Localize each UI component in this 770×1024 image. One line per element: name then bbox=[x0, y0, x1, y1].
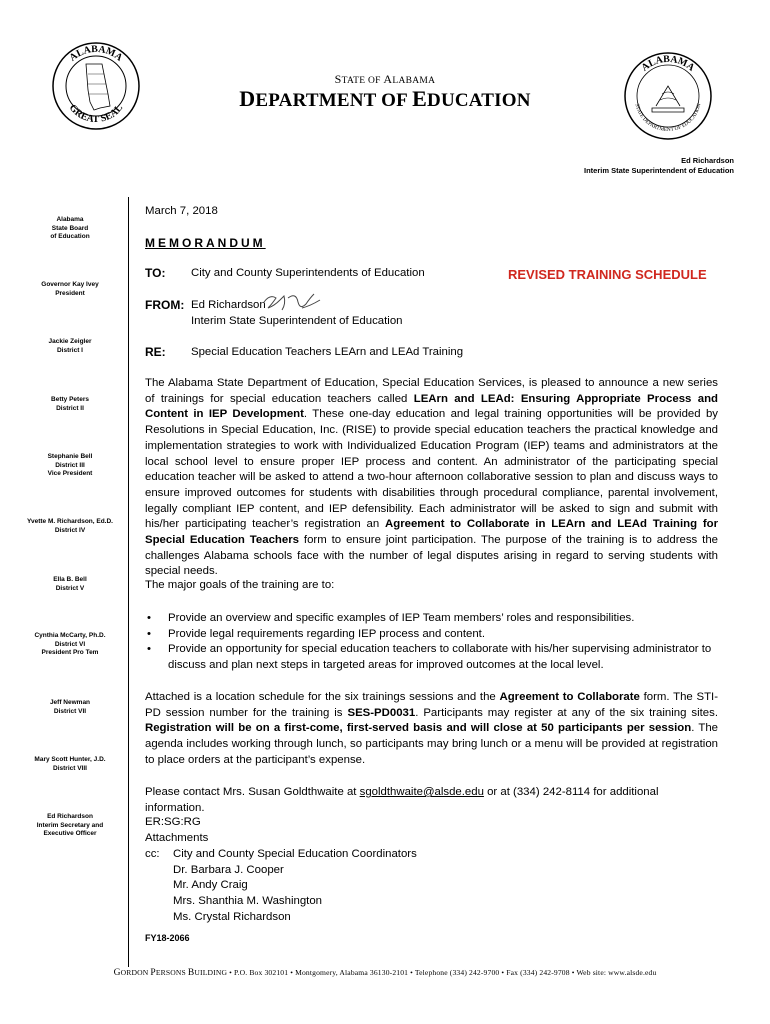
from-line bbox=[145, 298, 718, 315]
re-label: RE: bbox=[145, 345, 166, 359]
list-item: • Provide legal requirements regarding IEP process and content. bbox=[147, 627, 486, 640]
board-entry: Ella B. Bell District V bbox=[53, 576, 87, 592]
memo-date: March 7, 2018 bbox=[145, 205, 218, 217]
re-line bbox=[145, 345, 718, 362]
goals-intro: The major goals of the training are to: bbox=[145, 579, 335, 591]
cc-label: cc: bbox=[145, 848, 160, 860]
seal-right-bottom-text: STATE DEPARTMENT OF EDUCATION bbox=[633, 103, 703, 134]
board-entry: Ed Richardson Interim Secretary and Executive Officer bbox=[36, 813, 104, 837]
from-label: FROM: bbox=[145, 298, 185, 312]
cc-item: Dr. Barbara J. Cooper bbox=[173, 863, 284, 876]
board-entry: Alabama State Board of Education bbox=[50, 216, 90, 240]
superintendent-block bbox=[584, 156, 734, 176]
board-entry: Jackie Zeigler District I bbox=[48, 338, 92, 354]
sidebar-divider bbox=[128, 197, 129, 967]
seal-right-top-text: ALABAMA bbox=[639, 53, 697, 74]
from-title: Interim State Superintendent of Education bbox=[191, 315, 403, 327]
board-entry: Betty Peters District II bbox=[51, 396, 89, 412]
fiscal-year-code: FY18-2066 bbox=[145, 933, 190, 943]
goals-list bbox=[145, 611, 718, 674]
cc-item: Ms. Crystal Richardson bbox=[173, 910, 291, 923]
to-value: City and County Superintendents of Education bbox=[191, 267, 425, 279]
re-value: Special Education Teachers LEArn and LEAd Training bbox=[191, 346, 464, 358]
revised-schedule-notice: REVISED TRAINING SCHEDULE bbox=[508, 267, 707, 282]
attachments-label: Attachments bbox=[145, 832, 209, 844]
initials: ER:SG:RG bbox=[145, 816, 201, 828]
cc-item: Mrs. Shanthia M. Washington bbox=[173, 895, 322, 908]
board-entry: Governor Kay Ivey President bbox=[41, 281, 99, 297]
state-of-alabama-heading: STATE OF ALABAMA bbox=[334, 72, 436, 86]
svg-text:ALABAMA bbox=[68, 44, 126, 64]
superintendent-name: Ed Richardson bbox=[681, 156, 734, 165]
to-label: TO: bbox=[145, 266, 166, 280]
contact-email-link[interactable]: sgoldthwaite@alsde.edu bbox=[359, 786, 484, 798]
body-paragraph-intro: The Alabama State Department of Education, Special Education Services, is pleased to announce a new series of trainings for special education teachers called LEArn and LEAd: Ensuring Appropriate Process and Content in IEP Development. These one-day education and legal training opportunities will be provided by Resolutions in Special Education, Inc. (RISE) to provide special education teachers the practical knowledge and implementation strategies to work with Individualized Education Program (IEP) teams and administrators at the local school level to ensure proper IEP process and content. An administrator of the participating special education teacher will be asked to attend a two-hour afternoon collaborative session to plan and discuss ways to ensure improved outcomes for students with disabilities through procedural compliance, parental involvement, legally compliant IEP content, and IEP defensibility. Each administrator will be asked to sign and submit with his/her participating teacher’s registration an Agreement to Collaborate in LEArn and LEAd Training for Special Education Teachers form to ensure joint participation. The purpose of the training is to address the challenges Alabama schools face with the number of legal disputes arising in regard to serving students with special needs. bbox=[145, 377, 719, 578]
memo-heading: MEMORANDUM bbox=[145, 236, 266, 250]
cc-item: Mr. Andy Craig bbox=[173, 879, 248, 892]
board-entry: Jeff Newman District VII bbox=[49, 699, 91, 715]
seal-left-bottom-text: GREAT SEAL bbox=[66, 102, 126, 126]
body-paragraph-schedule: Attached is a location schedule for the six trainings sessions and the Agreement to Collaborate form. The STI-PD session number for the training is SES-PD0031. Participants may register at any of the six training sites. Registration will be on a first-come, first-served basis and will close at 50 participants per session. The agenda includes working through lunch, so participants may bring lunch or a menu will be provided at registration to place orders at the participant’s expense. bbox=[145, 691, 719, 766]
cc-list bbox=[173, 847, 573, 926]
list-item: • Provide an overview and specific examples of IEP Team members’ roles and responsibilities. bbox=[147, 612, 635, 624]
superintendent-title: Interim State Superintendent of Education bbox=[583, 166, 734, 175]
board-entry: Cynthia McCarty, Ph.D. District VI President Pro Tem bbox=[34, 632, 106, 656]
from-name: Ed Richardson bbox=[191, 299, 266, 311]
list-item: • Provide an opportunity for special education teachers to collaborate with his/her supervising administrator to discuss and plan next steps in targeted areas for improved outcomes at the local level. bbox=[147, 643, 712, 672]
handwritten-signature bbox=[262, 290, 324, 314]
footer-address: GORDON PERSONS BUILDING • P.O. Box 302101 • Montgomery, Alabama 36130-2101 • Telephone (334) 242-9700 • Fax (334) 242-9708 • Web site: www.alsde.edu bbox=[113, 968, 657, 978]
seal-left-top-text: ALABAMA bbox=[67, 43, 125, 64]
cc-item: City and County Special Education Coordinators bbox=[173, 848, 417, 860]
board-entry: Yvette M. Richardson, Ed.D. District IV bbox=[27, 518, 113, 534]
department-of-education-heading: DEPARTMENT OF EDUCATION bbox=[239, 86, 531, 111]
board-entry: Stephanie Bell District III Vice President bbox=[47, 453, 93, 477]
contact-line: Please contact Mrs. Susan Goldthwaite at sgoldthwaite@alsde.edu or at (334) 242-8114 for additional information. bbox=[145, 786, 659, 814]
board-entry: Mary Scott Hunter, J.D. District VIII bbox=[34, 756, 106, 772]
